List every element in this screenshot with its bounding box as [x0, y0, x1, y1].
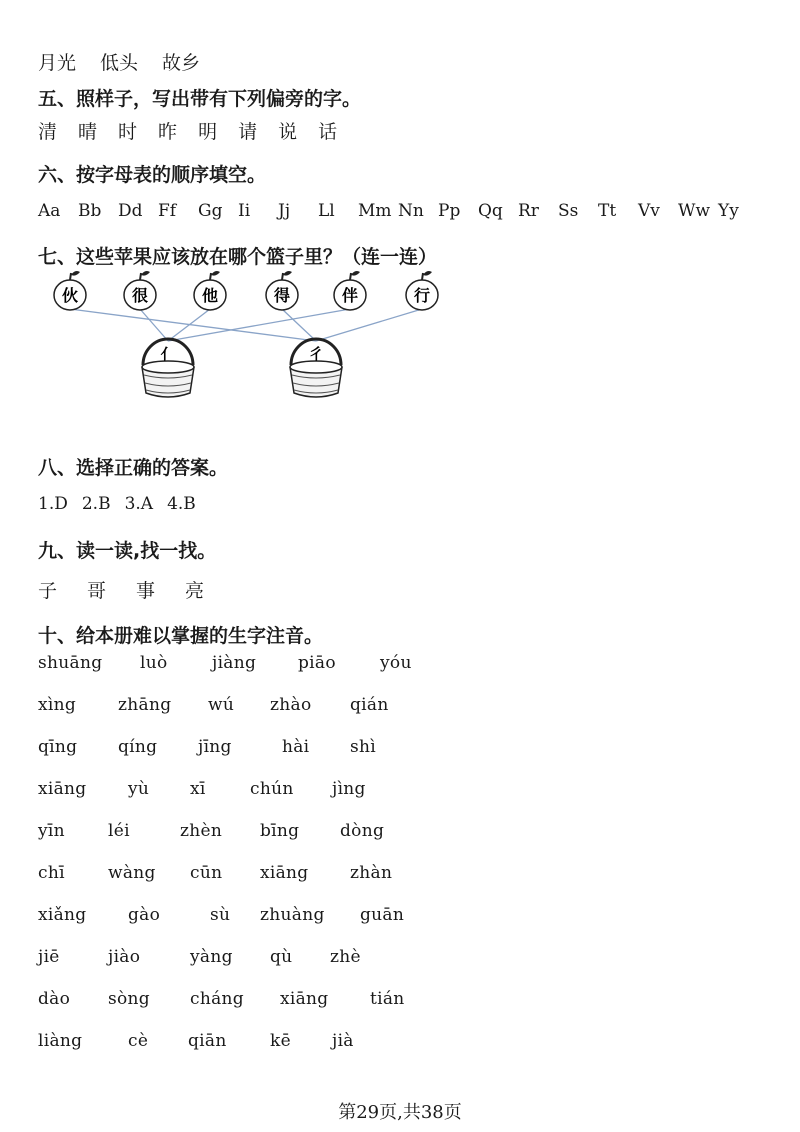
pinyin: shuāng [38, 653, 103, 673]
apple-label: 伙 [61, 286, 79, 305]
pinyin: guān [360, 905, 405, 925]
answer: 4.B [167, 494, 196, 514]
pinyin: sù [210, 905, 231, 925]
pinyin: dào [38, 989, 71, 1009]
pinyin: xī [190, 779, 206, 799]
letter-pair: Mm [358, 201, 392, 221]
section-5-chars [38, 117, 337, 144]
apple-leaf-icon [283, 271, 292, 276]
apple-leaf-icon [71, 271, 80, 276]
pinyin: zhàn [350, 863, 393, 883]
pinyin: xiǎng [38, 905, 87, 925]
apple-label: 伴 [341, 286, 359, 305]
apple-stem-icon [282, 273, 283, 280]
pinyin: zhāng [118, 695, 172, 715]
pinyin: chún [250, 779, 294, 799]
pinyin: xìng [38, 695, 77, 715]
pinyin: hài [282, 737, 310, 757]
pinyin: qián [350, 695, 389, 715]
section-8-answers [38, 494, 196, 514]
pinyin: qù [270, 947, 293, 967]
apple-stem-icon [422, 273, 423, 280]
pinyin: dòng [340, 821, 385, 841]
apple-stem-icon [350, 273, 351, 280]
pinyin: bīng [260, 821, 300, 841]
apple-stem-icon [140, 273, 141, 280]
letter-pair: Ii [238, 201, 251, 221]
pinyin: liàng [38, 1031, 83, 1051]
char: 亮 [185, 580, 205, 602]
section-8-title: 八、选择正确的答案。 [38, 457, 229, 479]
section-6-letters [38, 201, 748, 221]
letter-pair: Bb [78, 201, 102, 221]
apple [406, 271, 438, 310]
char: 晴 [78, 121, 98, 143]
letter-pair: Dd [118, 201, 143, 221]
pinyin: xiāng [38, 779, 87, 799]
answer: 2.B [81, 494, 111, 514]
pinyin: léi [108, 821, 130, 841]
section-9-chars [38, 576, 204, 603]
letter-pair: Ll [318, 201, 335, 221]
pinyin: kē [270, 1031, 291, 1051]
pinyin: gào [128, 905, 161, 925]
pinyin: jiàng [212, 653, 257, 673]
letter-pair: Ss [558, 201, 579, 221]
pinyin: qīng [38, 737, 78, 757]
apple-label: 他 [201, 286, 219, 305]
letter-pair: Ff [158, 201, 177, 221]
letter-pair: Gg [198, 201, 223, 221]
answer: 1.D [38, 494, 68, 514]
pinyin: luò [140, 653, 168, 673]
apple-label: 很 [131, 286, 149, 305]
apple [334, 271, 366, 310]
char: 明 [198, 121, 218, 143]
apple-leaf-icon [351, 271, 360, 276]
letter-pair: Tt [598, 201, 617, 221]
char: 请 [238, 121, 258, 143]
letter-pair: Vv [638, 201, 660, 221]
pinyin: zhèn [180, 821, 223, 841]
apple [266, 271, 298, 310]
pinyin: sòng [108, 989, 150, 1009]
char: 子 [38, 580, 58, 602]
answer: 3.A [124, 494, 154, 514]
pinyin: cūn [190, 863, 223, 883]
word: 故乡 [162, 52, 201, 74]
char: 说 [278, 121, 298, 143]
apple-label: 得 [273, 286, 291, 305]
connection-line [282, 309, 316, 341]
char: 话 [318, 121, 338, 143]
char: 昨 [158, 121, 178, 143]
pinyin: xiāng [280, 989, 329, 1009]
pinyin: cháng [190, 989, 244, 1009]
char: 时 [118, 121, 138, 143]
apple [124, 271, 156, 310]
apple-leaf-icon [141, 271, 150, 276]
pinyin: qíng [118, 737, 158, 757]
pinyin: zhè [330, 947, 361, 967]
section-6-title: 六、按字母表的顺序填空。 [38, 164, 267, 186]
apple-stem-icon [210, 273, 211, 280]
pinyin: jìng [332, 779, 366, 799]
pinyin: zhuàng [260, 905, 325, 925]
page-footer: 第29页,共38页 [338, 1102, 462, 1123]
pinyin: tián [370, 989, 405, 1009]
pinyin: cè [128, 1031, 149, 1051]
pinyin: yīn [38, 821, 65, 841]
basket [142, 339, 194, 397]
letter-pair: Qq [478, 201, 503, 221]
word: 低头 [100, 52, 139, 74]
letter-pair: Rr [518, 201, 539, 221]
section-7-title: 七、这些苹果应该放在哪个篮子里？（连一连） [38, 246, 438, 268]
letter-pair: Jj [278, 201, 291, 221]
letter-pair: Ww [678, 201, 711, 221]
apple [54, 271, 86, 310]
char: 哥 [87, 580, 107, 602]
apple-leaf-icon [423, 271, 432, 276]
letter-pair: Nn [398, 201, 424, 221]
pinyin: jiē [38, 947, 60, 967]
char: 清 [38, 121, 58, 143]
apple-basket-diagram [0, 268, 800, 418]
section-10-title: 十、给本册难以掌握的生字注音。 [38, 625, 324, 647]
basket [290, 339, 342, 397]
char: 事 [136, 580, 156, 602]
connection-line [168, 309, 210, 341]
letter-pair: Aa [38, 201, 61, 221]
letter-pair: Yy [718, 201, 739, 221]
pinyin: yù [128, 779, 150, 799]
pinyin: xiāng [260, 863, 309, 883]
connection-line [140, 309, 168, 341]
basket-label: 彳 [308, 345, 324, 363]
apple-leaf-icon [211, 271, 220, 276]
pinyin: qiān [188, 1031, 227, 1051]
pinyin: wú [208, 695, 235, 715]
pinyin: shì [350, 737, 377, 757]
section-9-title: 九、读一读,找一找。 [38, 540, 217, 562]
apple-stem-icon [70, 273, 71, 280]
pinyin: jīng [198, 737, 232, 757]
connection-line [316, 309, 422, 341]
pinyin: yóu [380, 653, 412, 673]
basket-label: 亻 [160, 345, 176, 363]
top-line [38, 48, 200, 75]
apple [194, 271, 226, 310]
pinyin: piāo [298, 653, 336, 673]
apple-label: 行 [413, 286, 431, 305]
pinyin: wàng [108, 863, 156, 883]
letter-pair: Pp [438, 201, 461, 221]
pinyin: chī [38, 863, 65, 883]
pinyin: jià [332, 1031, 354, 1051]
pinyin: zhào [270, 695, 312, 715]
section-5-title: 五、照样子，写出带有下列偏旁的字。 [38, 88, 362, 110]
pinyin: jiào [108, 947, 141, 967]
connection-lines [70, 309, 422, 341]
pinyin: yàng [190, 947, 233, 967]
word: 月光 [38, 52, 77, 74]
